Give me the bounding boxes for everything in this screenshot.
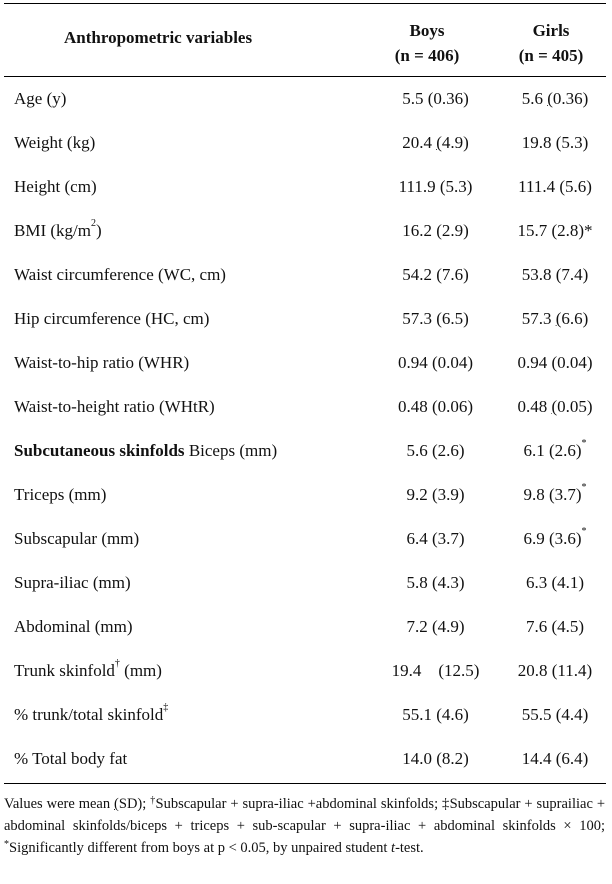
boys-value: 16.2 (2.9) xyxy=(402,221,469,240)
girls-value: 6.9 (3.6)* xyxy=(523,526,587,548)
table-footnote: Values were mean (SD); †Subscapular + supra-iliac +abdominal skinfolds; ‡Subscapular + suprailiac + abdominal skinfolds/biceps + triceps + sub-scapular + supra-iliac + abdominal skinfolds × 100; *Significantly different from boys at p < 0.05, by unpaired student t-test. xyxy=(4,795,605,856)
girls-value: 14.4 (6.4) xyxy=(521,749,589,768)
girls-value: 111.4 (5.6) xyxy=(518,177,592,196)
boys-value: 57.3 (6.5) xyxy=(402,309,469,328)
boys-value: 6.4 (3.7) xyxy=(406,529,465,548)
girls-value: 7.6 (4.5) xyxy=(525,617,585,636)
table-row xyxy=(4,518,606,562)
row-label: Height (cm) xyxy=(14,177,97,196)
row-label: Subcutaneous skinfolds Biceps (mm) xyxy=(14,441,278,460)
table-row xyxy=(4,254,606,298)
table-row xyxy=(4,210,606,254)
boys-value: 7.2 (4.9) xyxy=(406,617,465,636)
boys-value: 14.0 (8.2) xyxy=(402,749,469,768)
row-label: Waist-to-hip ratio (WHR) xyxy=(14,353,190,372)
row-label: Supra-iliac (mm) xyxy=(14,573,131,592)
table-row xyxy=(4,694,606,738)
girls-value: 55.5 (4.4) xyxy=(521,705,589,724)
table-row xyxy=(4,342,606,386)
row-label: BMI $(kg/m^2)$ xyxy=(14,218,102,240)
table-row xyxy=(4,166,606,210)
header-variable: Anthropometric variables xyxy=(64,28,253,47)
boys-value: 20.4 (4.9) xyxy=(402,133,469,152)
header-boys-label: Boys xyxy=(409,21,445,40)
header-boys xyxy=(377,18,477,68)
header-girls xyxy=(496,18,606,68)
boys-value: 5.6 (2.6) xyxy=(406,441,465,460)
row-label: Trunk skinfold† (mm) xyxy=(14,658,162,680)
table-row xyxy=(4,122,606,166)
table-row xyxy=(4,606,606,650)
girls-value: 9.8 (3.7)* xyxy=(523,482,587,504)
boys-value: 55.1 (4.6) xyxy=(402,705,469,724)
boys-value: 19.4 (12.5) xyxy=(391,661,480,680)
boys-value: 111.9 (5.3) xyxy=(398,177,473,196)
row-label: Abdominal (mm) xyxy=(14,617,133,636)
girls-value: 0.94 (0.04) xyxy=(517,353,593,372)
girls-value: 5.6 (0.36) xyxy=(521,89,589,108)
row-label: Weight (kg) xyxy=(14,133,96,152)
boys-value: 54.2 (7.6) xyxy=(402,265,469,284)
row-label: Age (y) xyxy=(14,89,67,108)
row-label: Triceps (mm) xyxy=(14,485,107,504)
row-label: Waist-to-height ratio (WHtR) xyxy=(14,397,215,416)
row-label: Waist circumference (WC, cm) xyxy=(14,265,226,284)
girls-value: 53.8 (7.4) xyxy=(521,265,589,284)
bottom-rule xyxy=(4,783,606,784)
row-label: Subscapular (mm) xyxy=(14,529,140,548)
girls-value: 6.1 (2.6)* xyxy=(523,438,587,460)
girls-value: 20.8 (11.4) xyxy=(517,661,593,680)
header-girls-n: (n = 405) xyxy=(518,46,584,65)
boys-value: 9.2 (3.9) xyxy=(406,485,465,504)
table-row xyxy=(4,562,606,606)
table-row xyxy=(4,738,606,782)
table-row xyxy=(4,298,606,342)
table-row xyxy=(4,78,606,122)
row-label: Hip circumference (HC, cm) xyxy=(14,309,210,328)
row-label: % Total body fat xyxy=(14,749,128,768)
girls-value: 19.8 (5.3) xyxy=(521,133,589,152)
top-rule xyxy=(4,3,606,4)
table-row xyxy=(4,430,606,474)
table-row xyxy=(4,474,606,518)
header-boys-n: (n = 406) xyxy=(394,46,460,65)
header-girls-label: Girls xyxy=(532,21,570,40)
header-rule xyxy=(4,76,606,77)
table-row xyxy=(4,650,606,694)
girls-value: 57.3 (6.6) xyxy=(521,309,589,328)
boys-value: 5.8 (4.3) xyxy=(406,573,465,592)
girls-value: 0.48 (0.05) xyxy=(517,397,593,416)
boys-value: 0.94 (0.04) xyxy=(397,353,474,372)
row-label: % trunk/total skinfold‡ xyxy=(14,702,169,724)
boys-value: 0.48 (0.06) xyxy=(397,397,474,416)
girls-value: 15.7 (2.8)* xyxy=(517,221,593,240)
table-header xyxy=(4,12,606,76)
boys-value: 5.5 (0.36) xyxy=(402,89,469,108)
girls-value: 6.3 (4.1) xyxy=(525,573,585,592)
table-row xyxy=(4,386,606,430)
